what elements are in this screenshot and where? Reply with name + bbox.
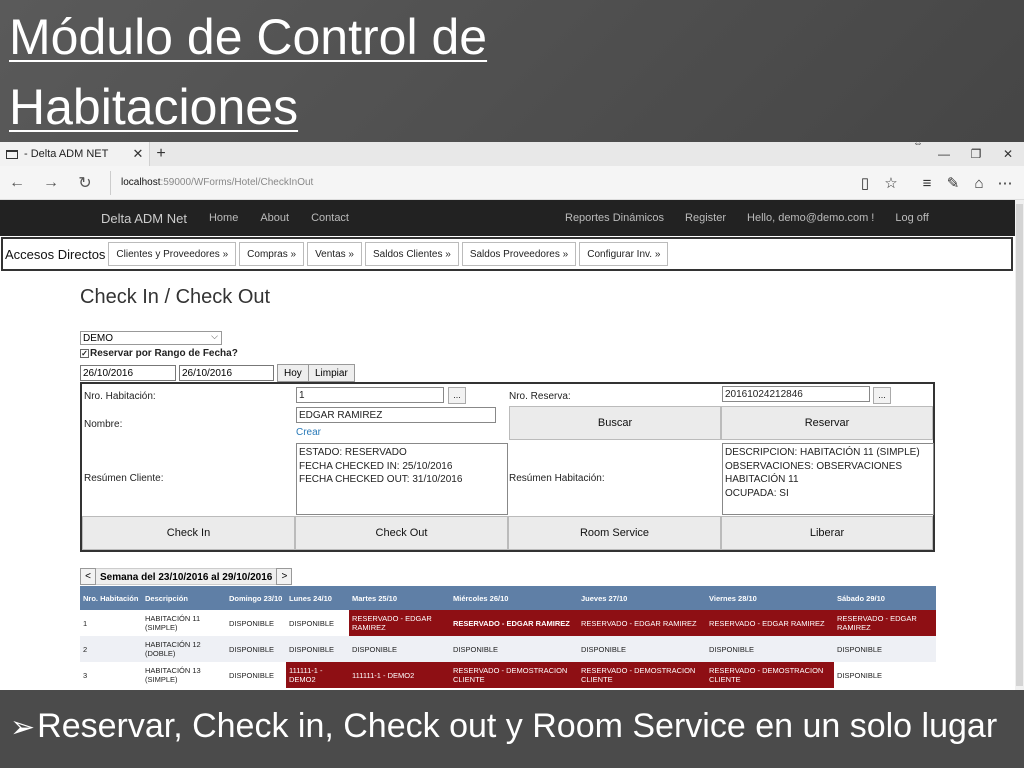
resumen-cliente-line: FECHA CHECKED IN: 25/10/2016 bbox=[299, 460, 453, 472]
slide-bullet-text: Reservar, Check in, Check out y Room Service en un solo lugar bbox=[37, 707, 998, 745]
nav-register[interactable]: Register bbox=[685, 212, 727, 224]
col-jueves: Jueves 27/10 bbox=[578, 586, 706, 610]
tab-bar bbox=[0, 142, 1024, 166]
nro-habitacion-input[interactable]: 1 bbox=[296, 387, 444, 403]
url-path: :59000/WForms/Hotel/CheckInOut bbox=[160, 177, 314, 188]
favorite-star-icon[interactable]: ☆ bbox=[884, 175, 898, 192]
resumen-habitacion-line: HABITACIÓN 11 bbox=[725, 474, 799, 485]
crear-link[interactable]: Crear bbox=[296, 427, 322, 438]
hoy-button[interactable]: Hoy bbox=[277, 364, 309, 382]
nro-habitacion-lookup-button[interactable]: ... bbox=[448, 387, 466, 404]
slide-title-line2: Habitaciones bbox=[9, 79, 299, 135]
resumen-cliente-line: ESTADO: RESERVADO bbox=[299, 447, 407, 458]
table-cell[interactable]: DISPONIBLE bbox=[226, 636, 286, 662]
browser-window bbox=[0, 142, 1024, 690]
acceso-saldos-clientes[interactable]: Saldos Clientes » bbox=[365, 242, 459, 266]
toolbar-icons bbox=[852, 166, 1018, 200]
date-from-input[interactable]: 26/10/2016 bbox=[80, 365, 176, 381]
resumen-habitacion-line: DESCRIPCION: HABITACIÓN 11 (SIMPLE) bbox=[725, 447, 920, 458]
browser-tab[interactable] bbox=[0, 142, 150, 166]
hotel-select[interactable] bbox=[80, 331, 222, 345]
slide-title bbox=[9, 2, 487, 142]
table-cell: HABITACIÓN 11 (SIMPLE) bbox=[142, 610, 226, 636]
table-cell[interactable]: DISPONIBLE bbox=[286, 636, 349, 662]
url-host: localhost bbox=[121, 177, 161, 188]
col-descripcion: Descripción bbox=[142, 586, 226, 610]
table-cell-reserved[interactable]: RESERVADO - DEMOSTRACION CLIENTE bbox=[450, 662, 578, 688]
page-title: Check In / Check Out bbox=[80, 286, 271, 308]
nombre-label: Nombre: bbox=[84, 419, 123, 430]
acceso-configurar-inv[interactable]: Configurar Inv. » bbox=[579, 242, 668, 266]
minimize-icon[interactable]: — bbox=[938, 147, 950, 161]
tab-title: - Delta ADM NET bbox=[24, 148, 109, 160]
acceso-clientes-proveedores[interactable]: Clientes y Proveedores » bbox=[108, 242, 236, 266]
close-window-icon[interactable]: ✕ bbox=[1002, 147, 1014, 161]
nav-reportes[interactable]: Reportes Dinámicos bbox=[565, 212, 665, 224]
table-cell: 3 bbox=[80, 662, 142, 688]
col-nro-habitacion: Nro. Habitación bbox=[80, 586, 142, 610]
reading-view-icon[interactable]: ▯ bbox=[860, 175, 870, 192]
reservar-button[interactable]: Reservar bbox=[721, 406, 933, 440]
acceso-compras[interactable]: Compras » bbox=[239, 242, 304, 266]
slide-title-line1: Módulo de Control de bbox=[9, 9, 488, 65]
close-tab-icon[interactable]: ✕ bbox=[132, 146, 144, 161]
nav-home[interactable]: Home bbox=[208, 212, 239, 224]
page-icon bbox=[6, 150, 18, 159]
nav-contact[interactable]: Contact bbox=[311, 212, 349, 224]
table-cell[interactable]: DISPONIBLE bbox=[286, 610, 349, 636]
table-cell-reserved[interactable]: RESERVADO - DEMOSTRACION CLIENTE bbox=[706, 662, 834, 688]
nombre-input[interactable]: EDGAR RAMIREZ bbox=[296, 407, 496, 423]
address-bar bbox=[0, 166, 1024, 200]
table-cell-reserved[interactable]: RESERVADO - DEMOSTRACION CLIENTE bbox=[578, 662, 706, 688]
table-row[interactable] bbox=[80, 662, 936, 688]
table-cell[interactable]: DISPONIBLE bbox=[706, 636, 834, 662]
table-cell[interactable]: DISPONIBLE bbox=[834, 636, 936, 662]
date-to-input[interactable]: 26/10/2016 bbox=[179, 365, 274, 381]
table-cell[interactable]: DISPONIBLE bbox=[578, 636, 706, 662]
table-cell[interactable]: DISPONIBLE bbox=[226, 610, 286, 636]
resumen-cliente-text[interactable] bbox=[296, 443, 508, 515]
bullet-arrow-icon: ➢ bbox=[10, 711, 36, 744]
resumen-habitacion-text[interactable] bbox=[722, 443, 934, 515]
col-sabado: Sábado 29/10 bbox=[834, 586, 936, 610]
table-cell-reserved[interactable]: RESERVADO - EDGAR RAMIREZ bbox=[578, 610, 706, 636]
slide-bullet bbox=[10, 707, 997, 746]
week-label: Semana del 23/10/2016 al 29/10/2016 bbox=[96, 568, 276, 585]
nro-reserva-label: Nro. Reserva: bbox=[509, 391, 571, 402]
table-cell[interactable]: DISPONIBLE bbox=[349, 636, 450, 662]
window-controls bbox=[913, 142, 1024, 166]
table-cell-reserved-selected[interactable]: RESERVADO - EDGAR RAMIREZ bbox=[450, 610, 578, 636]
buscar-button[interactable]: Buscar bbox=[509, 406, 721, 440]
scrollbar-thumb[interactable] bbox=[1016, 204, 1023, 686]
forward-icon[interactable]: → bbox=[43, 173, 59, 191]
nav-logoff[interactable]: Log off bbox=[895, 212, 929, 224]
app-navbar bbox=[0, 200, 1024, 236]
nav-right bbox=[565, 200, 950, 236]
back-icon[interactable]: ← bbox=[9, 173, 25, 191]
resumen-cliente-line: FECHA CHECKED OUT: 31/10/2016 bbox=[299, 474, 463, 485]
table-cell: 1 bbox=[80, 610, 142, 636]
table-row[interactable] bbox=[80, 636, 936, 662]
refresh-icon[interactable]: ↻ bbox=[78, 174, 92, 192]
check-out-button[interactable]: Check Out bbox=[295, 516, 508, 550]
table-cell: HABITACIÓN 13 (SIMPLE) bbox=[142, 662, 226, 688]
acceso-ventas[interactable]: Ventas » bbox=[307, 242, 362, 266]
nro-habitacion-label: Nro. Habitación: bbox=[84, 391, 156, 402]
brand-link[interactable]: Delta ADM Net bbox=[101, 210, 187, 226]
col-miercoles: Miércoles 26/10 bbox=[450, 586, 578, 610]
nro-reserva-input[interactable]: 20161024212846 bbox=[722, 386, 870, 402]
table-cell: HABITACIÓN 12 (DOBLE) bbox=[142, 636, 226, 662]
table-cell: 2 bbox=[80, 636, 142, 662]
prev-week-button[interactable]: < bbox=[80, 568, 96, 585]
share-icon[interactable]: ⌂ bbox=[974, 174, 984, 192]
checkin-form bbox=[80, 382, 935, 552]
table-cell-reserved[interactable]: 111111-1 - DEMO2 bbox=[286, 662, 349, 688]
range-checkbox-row bbox=[80, 348, 238, 359]
nav-user[interactable]: Hello, demo@demo.com ! bbox=[747, 212, 875, 224]
col-martes: Martes 25/10 bbox=[349, 586, 450, 610]
limpiar-button[interactable]: Limpiar bbox=[308, 364, 355, 382]
next-week-button[interactable]: > bbox=[276, 568, 292, 585]
table-cell-reserved[interactable]: RESERVADO - EDGAR RAMIREZ bbox=[706, 610, 834, 636]
schedule-header-row bbox=[80, 586, 936, 610]
room-service-button[interactable]: Room Service bbox=[508, 516, 721, 550]
range-checkbox-label: Reservar por Rango de Fecha? bbox=[90, 348, 238, 359]
accesos-label: Accesos Directos bbox=[5, 246, 106, 262]
acceso-saldos-proveedores[interactable]: Saldos Proveedores » bbox=[462, 242, 576, 266]
nro-reserva-lookup-button[interactable]: ... bbox=[873, 387, 891, 404]
url-field[interactable] bbox=[110, 171, 313, 195]
table-cell[interactable]: DISPONIBLE bbox=[226, 662, 286, 688]
resumen-habitacion-line: OBSERVACIONES: OBSERVACIONES bbox=[725, 460, 903, 472]
schedule-table bbox=[80, 586, 936, 688]
accesos-directos-bar bbox=[1, 237, 1013, 271]
chevron-down-icon: ⌵ bbox=[211, 331, 218, 341]
table-cell-reserved[interactable]: RESERVADO - EDGAR RAMIREZ bbox=[349, 610, 450, 636]
new-tab-icon[interactable]: + bbox=[156, 145, 166, 162]
table-cell[interactable]: DISPONIBLE bbox=[450, 636, 578, 662]
check-in-button[interactable]: Check In bbox=[82, 516, 295, 550]
resumen-habitacion-line: OCUPADA: SI bbox=[725, 487, 789, 499]
resumen-cliente-label: Resúmen Cliente: bbox=[84, 473, 164, 484]
web-note-icon[interactable]: ✎ bbox=[946, 175, 960, 192]
liberar-button[interactable]: Liberar bbox=[721, 516, 933, 550]
table-cell-reserved[interactable]: RESERVADO - EDGAR RAMIREZ bbox=[834, 610, 936, 636]
table-cell-reserved[interactable]: 111111-1 - DEMO2 bbox=[349, 662, 450, 688]
col-lunes: Lunes 24/10 bbox=[286, 586, 349, 610]
col-viernes: Viernes 28/10 bbox=[706, 586, 834, 610]
resize-icon[interactable]: ⇔ bbox=[913, 142, 923, 149]
range-checkbox[interactable]: ✓ bbox=[81, 349, 88, 358]
hub-icon[interactable]: ≡ bbox=[922, 174, 932, 192]
week-navigator bbox=[80, 568, 292, 585]
hotel-select-value: DEMO bbox=[83, 332, 113, 344]
table-row[interactable] bbox=[80, 610, 936, 636]
col-domingo: Domingo 23/10 bbox=[226, 586, 286, 610]
resumen-habitacion-label: Resúmen Habitación: bbox=[509, 473, 605, 484]
restore-icon[interactable]: ❐ bbox=[970, 147, 982, 161]
more-icon[interactable]: ⋯ bbox=[997, 175, 1013, 192]
nav-about[interactable]: About bbox=[260, 212, 290, 224]
table-cell[interactable]: DISPONIBLE bbox=[834, 662, 936, 688]
